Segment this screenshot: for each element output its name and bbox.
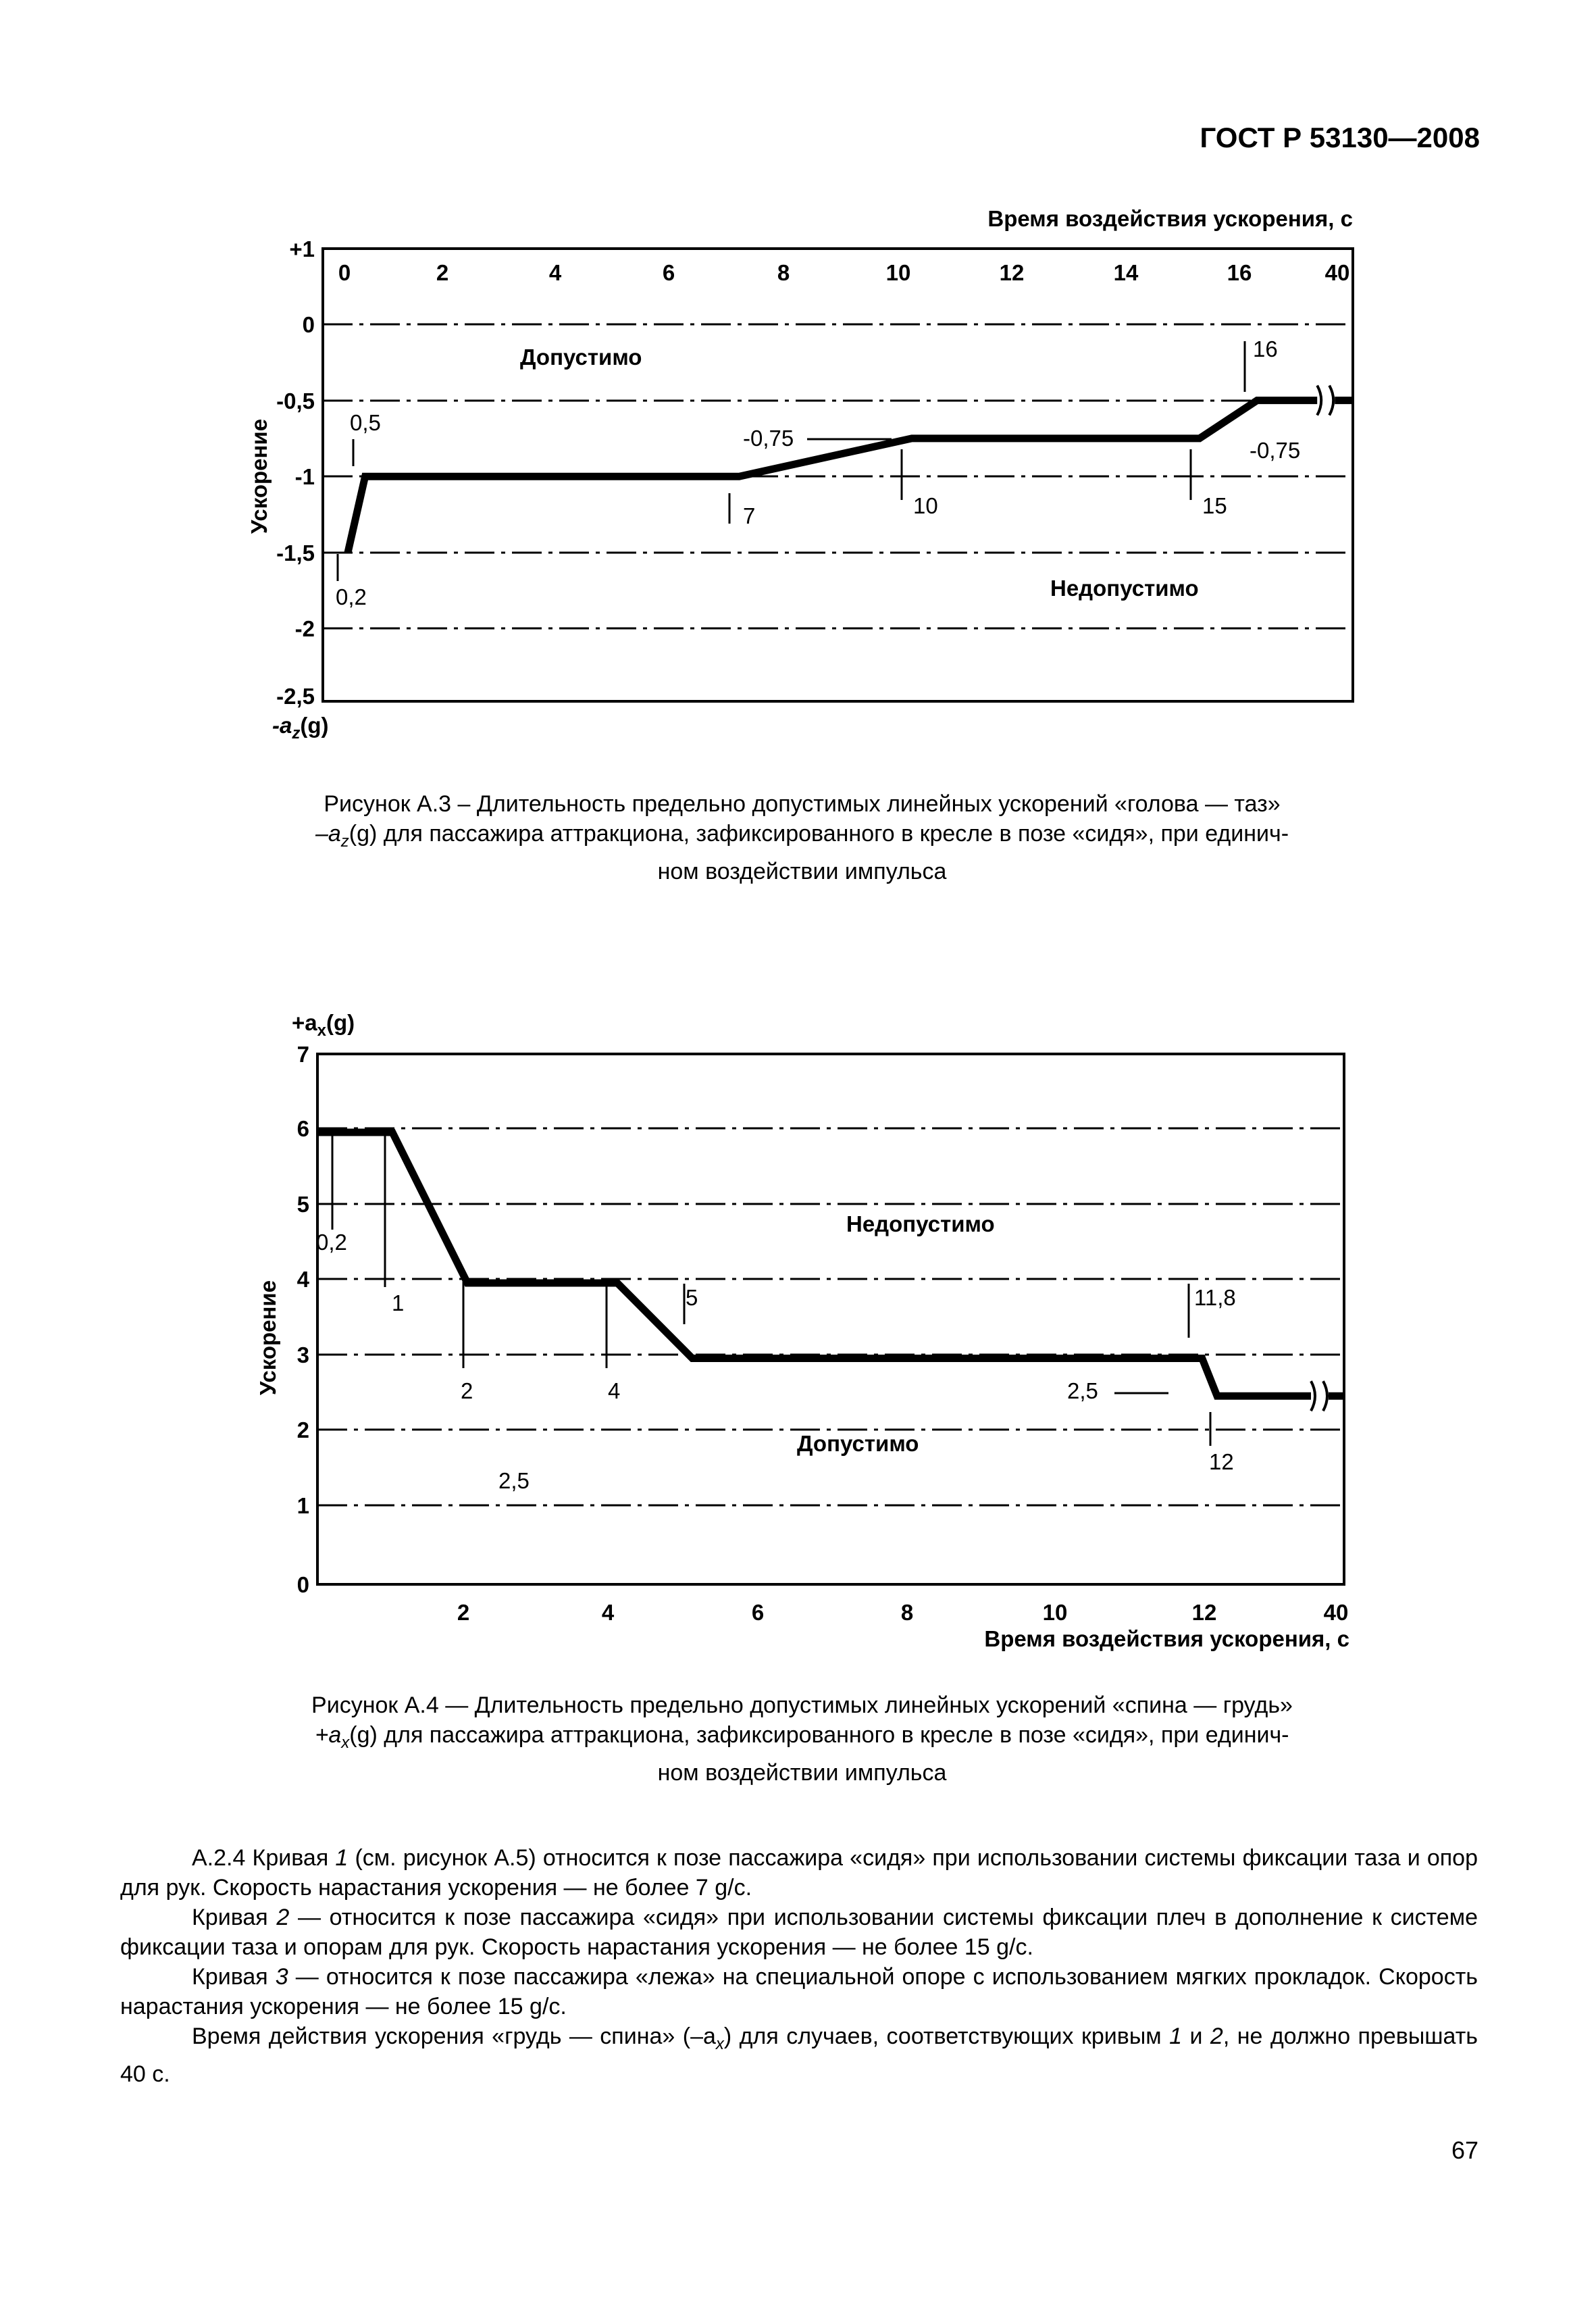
zone-allowed-label: Допустимо (797, 1431, 919, 1456)
y-tick-label: -2 (294, 616, 315, 641)
y-tick-label: 2 (297, 1417, 309, 1442)
y-tick-label: 4 (297, 1267, 309, 1292)
annotation-label: 5 (686, 1285, 698, 1310)
y-tick-label: -1,5 (276, 540, 315, 565)
paragraph: А.2.4 Кривая 1 (см. рисунок А.5) относится к позе пассажира «сидя» при использовании системы фиксации таза и опор для рук. Скорость нарастания ускорения — не более 7 g/c. (120, 1845, 1478, 1901)
annotation-label: 0,2 (316, 1230, 347, 1255)
x-tick-label: 10 (1042, 1600, 1068, 1625)
annotation-label: 10 (913, 493, 938, 518)
x-tick-label: 0 (338, 260, 351, 285)
y-tick-label: 7 (297, 1042, 309, 1067)
x-tick-label: 12 (999, 260, 1025, 285)
annotation-label: 12 (1209, 1449, 1234, 1474)
annotation-label: -0,75 (1250, 438, 1301, 463)
limit-curve (317, 1132, 1344, 1396)
y-axis-title: Ускорение (255, 1280, 280, 1396)
annotation-label: 0,5 (350, 410, 381, 435)
annotation-label: 7 (743, 503, 756, 528)
y-tick-label: 1 (297, 1493, 309, 1518)
annotation-label: -0,75 (743, 426, 794, 451)
y-tick-label: 0 (297, 1572, 309, 1597)
x-tick-label: 12 (1191, 1600, 1217, 1625)
paragraph: Время действия ускорения «грудь — спина» $(-a_x)$ для случаев, соответствующих кривым 1 и 2, не должно превышать 40 с. (120, 2023, 1478, 2087)
x-tick-label: 2 (457, 1600, 470, 1625)
x-tick-label: 8 (777, 260, 790, 285)
y-tick-label: -2,5 (276, 684, 315, 709)
y-tick-label: 3 (297, 1342, 309, 1367)
x-tick-label: 40 (1323, 1600, 1349, 1625)
zone-forbidden-label: Недопустимо (846, 1211, 995, 1236)
x-tick-label: 4 (601, 1600, 615, 1625)
zone-forbidden-label: Недопустимо (1050, 576, 1199, 601)
annotation-label: 2,5 (1067, 1378, 1098, 1403)
y-unit-label: $-a_z(g)$ (272, 713, 329, 743)
x-tick-label: 4 (548, 260, 562, 285)
x-tick-label: 6 (751, 1600, 765, 1625)
annotation-label: 2 (461, 1378, 473, 1403)
annotation-label: 4 (608, 1378, 621, 1403)
document-header: ГОСТ Р 53130—2008 (1200, 122, 1480, 153)
y-tick-label: -0,5 (276, 388, 315, 413)
y-tick-label: 0 (302, 312, 315, 337)
paragraph: Кривая 3 — относится к позе пассажира «лежа» на специальной опоре с использованием мягких прокладок. Скорость нарастания ускорения — не более 15 g/c. (120, 1964, 1478, 2019)
figure-a4-caption: Рисунок А.4 — Длительность предельно допустимых линейных ускорений «спина — грудь» $+a_x(g)$ для пассажира аттракциона, зафиксированного в кресле в позе «сидя», при единич- ном воздействии импульса (311, 1692, 1293, 1786)
annotation-label: 11,8 (1194, 1285, 1236, 1310)
figure-a3-caption: Рисунок А.3 – Длительность предельно допустимых линейных ускорений «голова — таз» $-a_z(g)$ для пассажира аттракциона, зафиксированного в кресле в позе «сидя», при единич- ном воздействии импульса (315, 791, 1289, 884)
paragraph: Кривая 2 — относится к позе пассажира «сидя» при использовании системы фиксации плеч в дополнение к системе фиксации таза и опорам для рук. Скорость нарастания ускорения — не более 15 g/c. (120, 1905, 1478, 1960)
x-axis-title: Время воздействия ускорения, с (987, 206, 1353, 231)
x-tick-label: 10 (885, 260, 911, 285)
annotation-label: 2,5 (498, 1468, 530, 1493)
x-tick-label: 6 (662, 260, 675, 285)
x-tick-label: 40 (1324, 260, 1350, 285)
y-axis-title: Ускорение (247, 418, 272, 534)
x-axis-title: Время воздействия ускорения, с (984, 1626, 1349, 1651)
zone-allowed-label: Допустимо (520, 345, 642, 370)
x-tick-label: 16 (1227, 260, 1252, 285)
annotation-label: 16 (1253, 336, 1278, 361)
y-unit-label: $+a_x(g)$ (292, 1010, 355, 1040)
body-text (120, 1843, 1478, 2089)
y-tick-label: 5 (297, 1192, 309, 1217)
x-tick-label: 2 (436, 260, 449, 285)
x-tick-label: 8 (900, 1600, 914, 1625)
y-tick-label: 6 (297, 1116, 309, 1141)
page-number: 67 (1451, 2136, 1478, 2164)
y-tick-label: +1 (289, 236, 315, 261)
annotation-label: 1 (392, 1290, 405, 1315)
y-tick-label: -1 (294, 464, 315, 489)
x-tick-label: 14 (1113, 260, 1139, 285)
annotation-label: 15 (1202, 493, 1227, 518)
annotation-label: 0,2 (336, 584, 367, 609)
